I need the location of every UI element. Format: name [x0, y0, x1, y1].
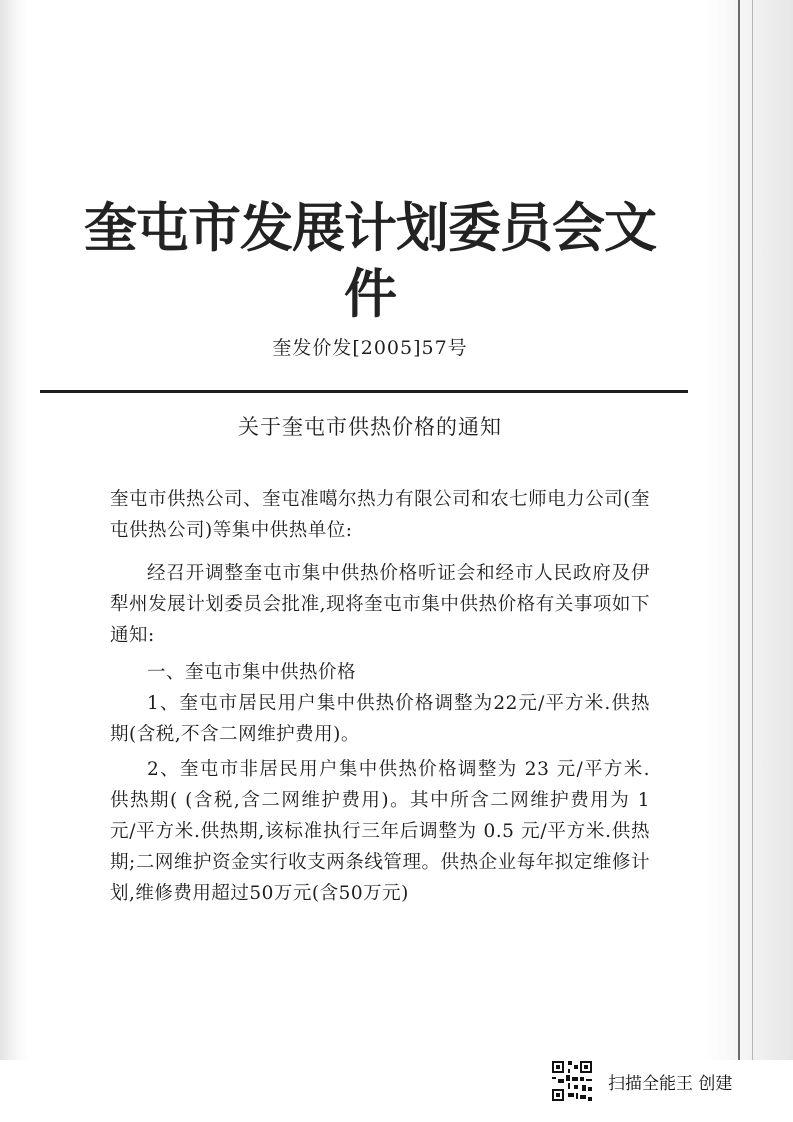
page-edge-shadow-right [703, 0, 793, 1060]
watermark-text: 扫描全能王 创建 [608, 1073, 733, 1094]
document-body [110, 484, 650, 909]
document-title: 奎屯市发展计划委员会文件 [84, 198, 656, 325]
header-divider [40, 390, 688, 393]
salutation: 奎屯市供热公司、奎屯准噶尔热力有限公司和农七师电力公司(奎屯供热公司)等集中供热单位: [110, 489, 650, 541]
intro-paragraph: 经召开调整奎屯市集中供热价格听证会和经市人民政府及伊犁州发展计划委员会批准,现将奎屯市集中供热价格有关事项如下通知: [110, 563, 650, 646]
document-number: 奎发价发[2005]57号 [272, 337, 468, 359]
notice-title: 关于奎屯市供热价格的通知 [238, 415, 502, 439]
page-fold-line [738, 0, 740, 1060]
list-item-1: 1、奎屯市居民用户集中供热价格调整为22元/平方米.供热期(含税,不含二网维护费用)。 [110, 693, 650, 745]
qr-code-icon [550, 1059, 594, 1103]
section-heading: 一、奎屯市集中供热价格 [147, 662, 357, 683]
list-item-2: 2、奎屯市非居民用户集中供热价格调整为 23 元/平方米. 供热期( (含税,含二网维护费用)。其中所含二网维护费用为 1 元/平方米.供热期,该标准执行三年后调整为 0.5 元/平方米.供热期;二网维护资金实行收支两条线管理。供热企业每年拟定维修计划,维修费用超过50万元(含50万元) [110, 759, 650, 904]
page-fold-line-secondary [752, 0, 753, 1060]
scanner-watermark [550, 1056, 732, 1106]
page-edge-shadow-left [0, 0, 28, 1122]
